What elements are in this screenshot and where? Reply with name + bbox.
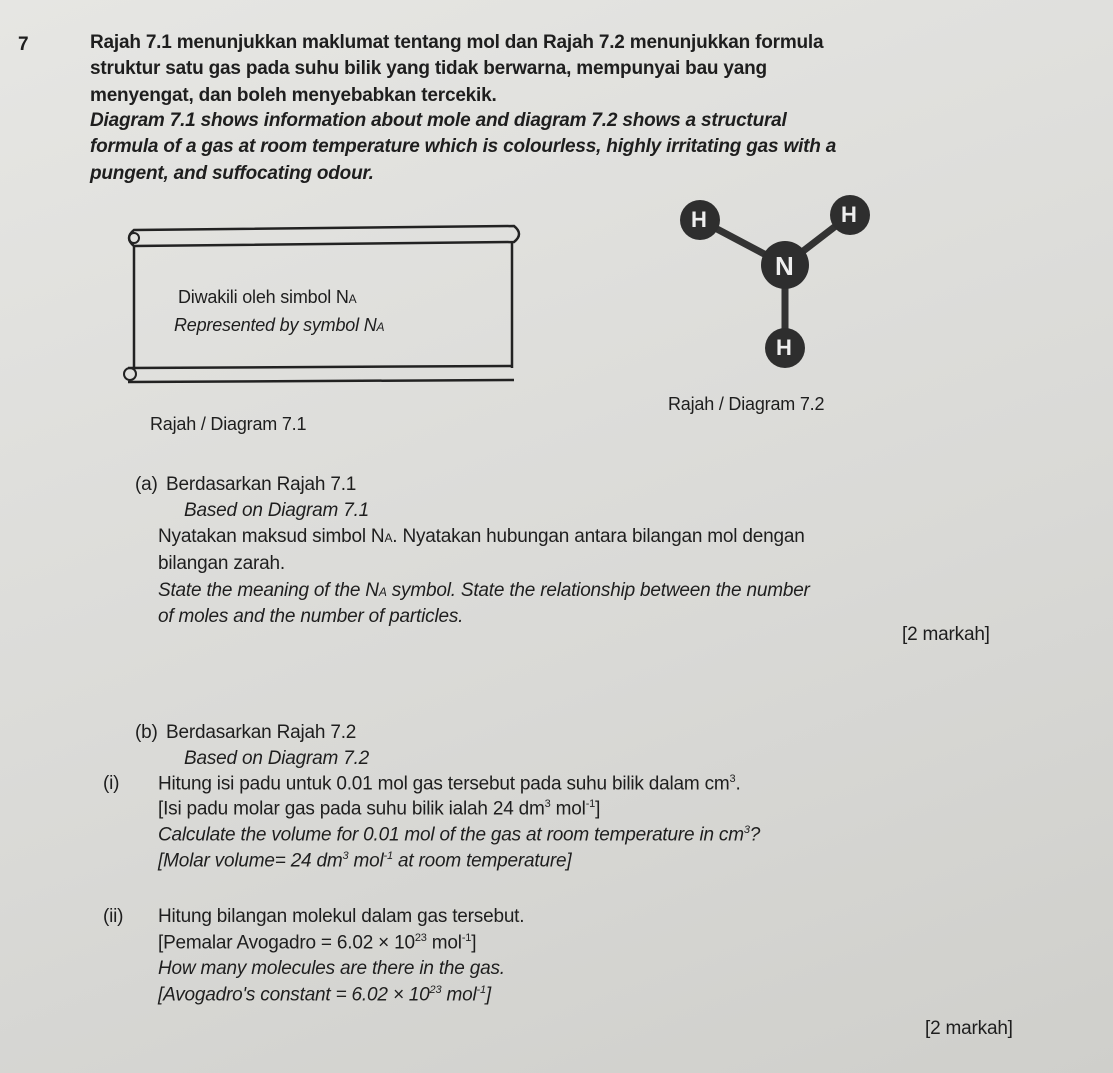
text: symbol. State the relationship between the number [386, 580, 810, 601]
part-a-heading-english: Based on Diagram 7.1 [184, 500, 370, 521]
text: Diwakili oleh simbol N [178, 287, 349, 307]
part-b-heading: Berdasarkan Rajah 7.2 [166, 722, 357, 743]
text: mol [426, 932, 462, 954]
text: [Avogadro's constant = 6.02 × 10 [158, 984, 430, 1006]
part-b-ii-given-english: [Avogadro's constant = $6.02 \times 10^{23}$ mol$^{-1}$] [158, 984, 491, 1006]
part-a-question-english: of moles and the number of particles. [158, 606, 464, 627]
diagram2-caption: Rajah / Diagram 7.2 [668, 394, 825, 414]
intro-malay-line: Rajah 7.1 menunjukkan maklumat tentang mol dan Rajah 7.2 menunjukkan formula [90, 32, 824, 53]
exponent: -1 [383, 850, 393, 862]
part-b-ii-label: (ii) [103, 906, 124, 927]
intro-english-line: pungent, and suffocating odour. [90, 163, 374, 184]
text: Represented by symbol N [174, 315, 377, 335]
intro-malay-line: menyengat, dan boleh menyebabkan tercekik. [90, 85, 497, 106]
part-a-question-malay [158, 526, 805, 548]
text: at room temperature] [392, 850, 572, 872]
text: Nyatakan maksud simbol N [158, 526, 385, 547]
atom-label: H [841, 202, 857, 227]
text: [Isi padu molar gas pada suhu bilik ialah 24 dm [158, 798, 545, 820]
part-b-ii-question-english: How many molecules are there in the gas. [158, 958, 505, 979]
text: mol [441, 984, 477, 1006]
diagram1-malay-line [178, 287, 356, 308]
atom-label: H [776, 335, 792, 360]
text: . Nyatakan hubungan antara bilangan mol dengan [392, 526, 805, 547]
part-b-i-label: (i) [103, 773, 120, 794]
part-b-i-given-malay: [Isi padu molar gas pada suhu bilik ialah 24 $dm^3$ mol$^{-1}$] [158, 798, 601, 820]
text: Hitung isi padu untuk 0.01 mol gas tersebut pada suhu bilik dalam cm [158, 773, 730, 795]
part-b-i-question-english: Calculate the volume for 0.01 mol of the gas at room temperature in $cm^3$? [158, 824, 761, 846]
text: mol [550, 798, 586, 820]
intro-english-line: Diagram 7.1 shows information about mole and diagram 7.2 shows a structural [90, 110, 787, 131]
exponent: 23 [414, 932, 427, 944]
text: [Pemalar Avogadro = 6.02 × 10 [158, 932, 415, 954]
part-b-ii-question-malay: Hitung bilangan molekul dalam gas tersebut. [158, 906, 525, 927]
part-a-label: (a) [135, 474, 158, 495]
subscript: A [384, 531, 393, 545]
part-b-ii-given-malay: [Pemalar Avogadro = $6.02 \times 10^{23}$ mol$^{-1}$] [158, 932, 477, 954]
exponent: -1 [461, 932, 472, 944]
atom-label: N [775, 251, 794, 281]
intro-malay-line: struktur satu gas pada suhu bilik yang tidak berwarna, mempunyai bau yang [90, 58, 767, 79]
part-a-marks: [2 markah] [902, 624, 990, 645]
diagram1-caption: Rajah / Diagram 7.1 [150, 414, 307, 434]
part-a-heading: Berdasarkan Rajah 7.1 [166, 474, 357, 495]
text: [Molar volume= 24 dm [158, 850, 343, 872]
part-b-i-question-malay: Hitung isi padu untuk 0.01 mol gas tersebut pada suhu bilik dalam $cm^3$. [158, 773, 741, 795]
atom-label: H [691, 207, 707, 232]
part-b-heading-english: Based on Diagram 7.2 [184, 748, 370, 769]
part-a-question-english [158, 580, 810, 602]
exponent: 23 [429, 984, 442, 996]
text: Calculate the volume for 0.01 mol of the gas at room temperature in cm [158, 824, 744, 846]
intro-english-line: formula of a gas at room temperature which is colourless, highly irritating gas with a [90, 136, 837, 157]
text: State the meaning of the N [158, 580, 379, 601]
part-b-label: (b) [135, 722, 158, 743]
subscript: A [378, 585, 387, 599]
exponent: -1 [585, 798, 596, 810]
diagram1-english-line [174, 315, 384, 336]
part-a-question-malay: bilangan zarah. [158, 553, 285, 574]
question-number: 7 [18, 34, 29, 55]
subscript: A [348, 292, 357, 306]
part-b-i-given-english: [Molar volume= 24 $dm^3$ mol$^{-1}$ at room temperature] [158, 850, 572, 872]
subscript: A [376, 320, 385, 334]
text: mol [348, 850, 384, 872]
part-b-marks: [2 markah] [925, 1018, 1013, 1039]
exponent: -1 [476, 984, 486, 996]
